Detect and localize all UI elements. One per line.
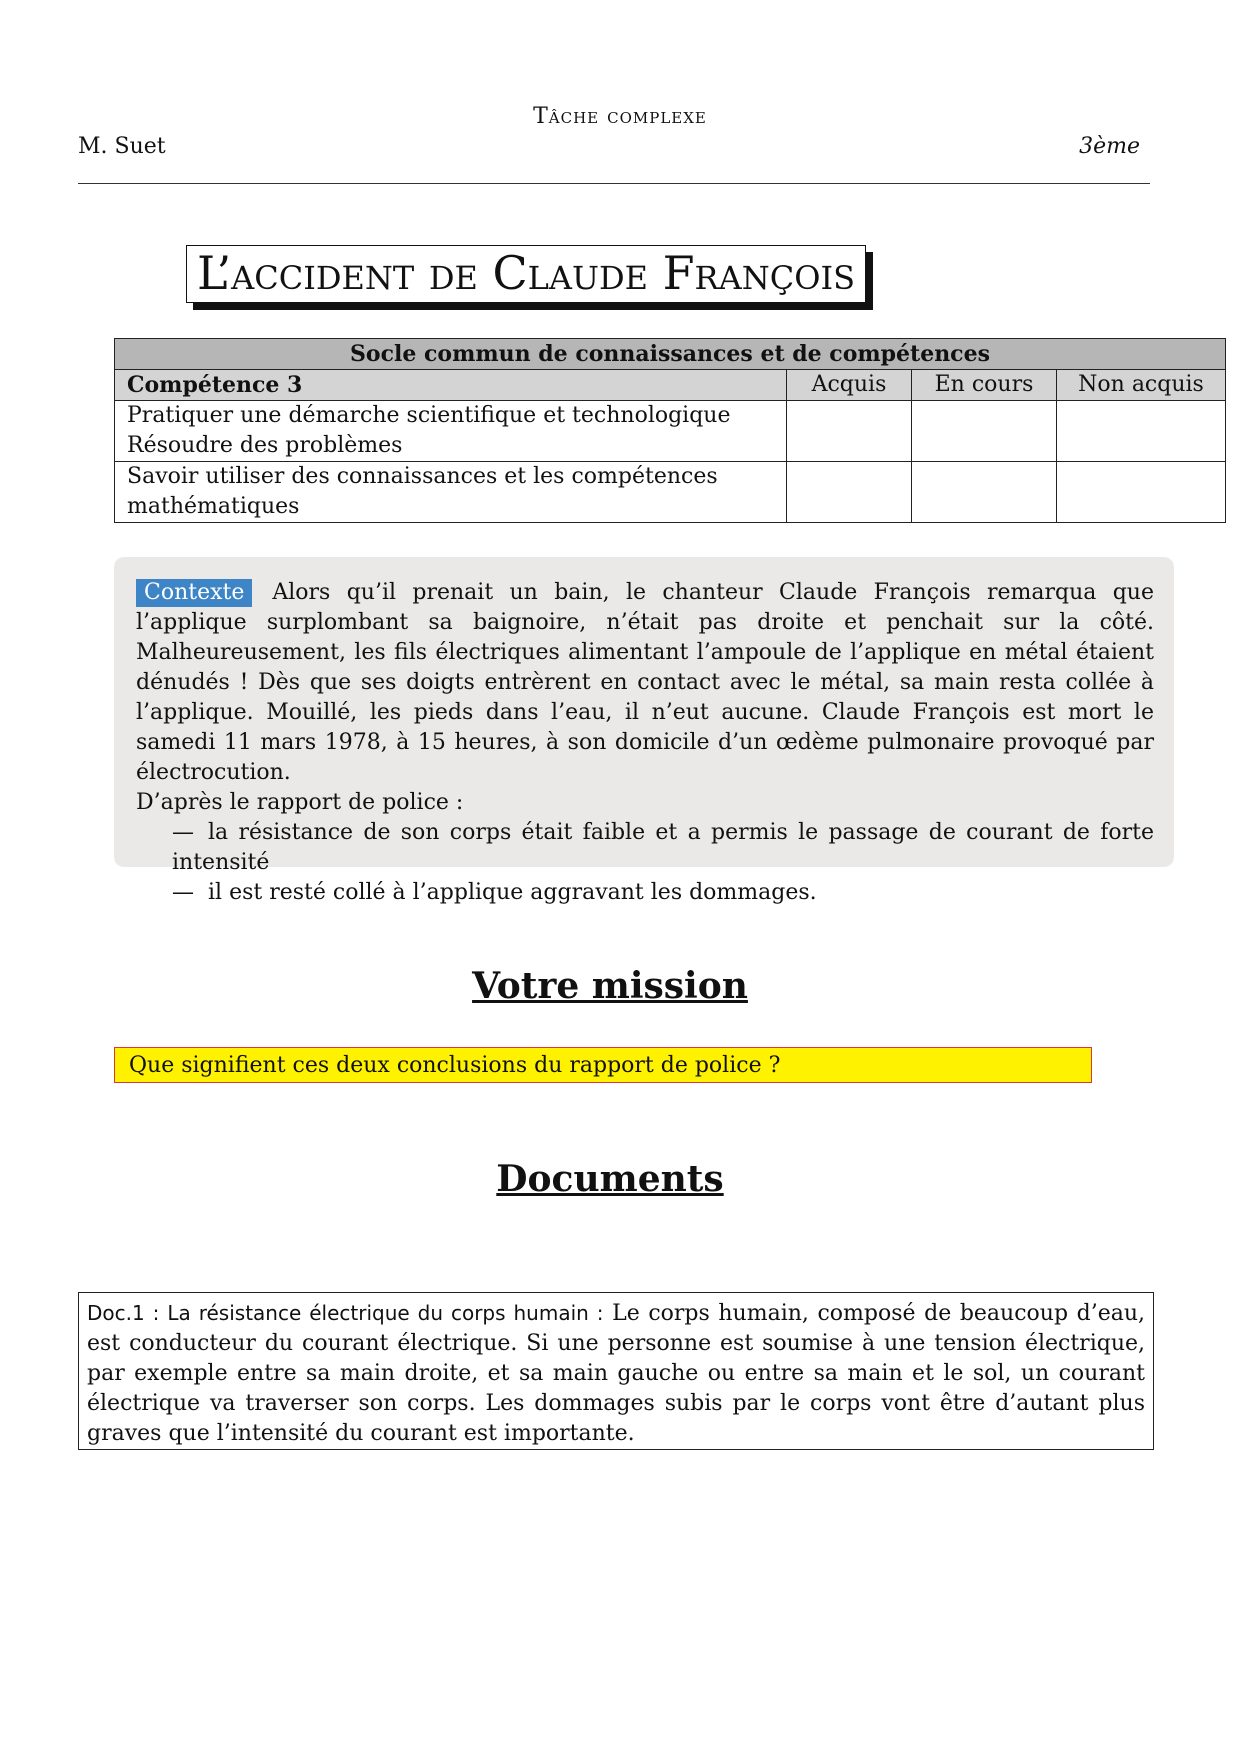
- skill-label: Savoir utiliser des connaissances et les compétences mathématiques: [115, 462, 787, 523]
- page-title: L’accident de Claude François: [186, 245, 866, 303]
- column-acquis: Acquis: [787, 370, 912, 401]
- skill-label: Pratiquer une démarche scientifique et technologique: [127, 403, 731, 428]
- checkbox-cell-acquis[interactable]: [787, 401, 912, 462]
- checkbox-cell-en-cours[interactable]: [912, 401, 1057, 462]
- skills-table-caption: Socle commun de connaissances et de compétences: [115, 339, 1226, 370]
- header-divider: [78, 183, 1150, 184]
- checkbox-cell-en-cours[interactable]: [912, 462, 1057, 523]
- document-1-label: Doc.1 : La résistance électrique du corps humain :: [87, 1301, 604, 1325]
- checkbox-cell-non-acquis[interactable]: [1057, 401, 1226, 462]
- report-item: [136, 878, 1154, 908]
- skills-table-caption-row: [115, 339, 1226, 370]
- skills-table-row: [115, 462, 1226, 523]
- documents-title: Documents: [496, 1158, 724, 1200]
- dash-bullet: —: [172, 880, 194, 905]
- context-tag: Contexte: [136, 579, 252, 607]
- report-item-text: il est resté collé à l’applique aggravant les dommages.: [208, 880, 817, 905]
- header-subject: Tâche complexe: [533, 104, 707, 129]
- dash-bullet: —: [172, 820, 194, 845]
- checkbox-cell-acquis[interactable]: [787, 462, 912, 523]
- context-body: Alors qu’il prenait un bain, le chanteur Claude François remarqua que l’applique surplombant sa baignoire, n’était pas droite et penchait sur la côté. Malheureusement, les fils électriques alimentant l’ampoule de l’applique en métal étaient dénudés ! Dès que ses doigts entrèrent en contact avec le métal, sa main resta collée à l’applique. Mouillé, les pieds dans l’eau, il n’eut aucune. Claude François est mort le samedi 11 mars 1978, à 15 heures, à son domicile d’un œdème pulmonaire provoqué par électrocution.: [136, 580, 1154, 785]
- header-class-level: 3ème: [1079, 134, 1140, 159]
- document-1: [78, 1292, 1154, 1450]
- mission-title: Votre mission: [472, 965, 748, 1007]
- column-non-acquis: Non acquis: [1057, 370, 1226, 401]
- column-en-cours: En cours: [912, 370, 1057, 401]
- skills-table-heading: Compétence 3: [115, 370, 787, 401]
- context-paragraph: [136, 578, 1154, 788]
- report-item-text: la résistance de son corps était faible et a permis le passage de courant de forte intensité: [172, 820, 1154, 875]
- skills-table-row: [115, 401, 1226, 462]
- checkbox-cell-non-acquis[interactable]: [1057, 462, 1226, 523]
- report-intro: D’après le rapport de police :: [136, 790, 464, 815]
- skill-label: Résoudre des problèmes: [127, 433, 403, 458]
- report-item: [136, 818, 1154, 878]
- mission-question: Que signifient ces deux conclusions du rapport de police ?: [114, 1047, 1092, 1083]
- header-teacher: M. Suet: [78, 134, 166, 159]
- skills-table: [114, 338, 1226, 523]
- document-1-text: Le corps humain, composé de beaucoup d’eau, est conducteur du courant électrique. Si une personne est soumise à une tension électrique, par exemple entre sa main droite, et sa main gauche ou entre sa main et le sol, un courant électrique va traverser son corps. Les dommages subis par le corps vont être d’autant plus graves que l’intensité du courant est importante.: [87, 1301, 1145, 1446]
- skills-table-header-row: [115, 370, 1226, 401]
- skill-cell: [115, 401, 787, 462]
- context-content: [136, 578, 1154, 908]
